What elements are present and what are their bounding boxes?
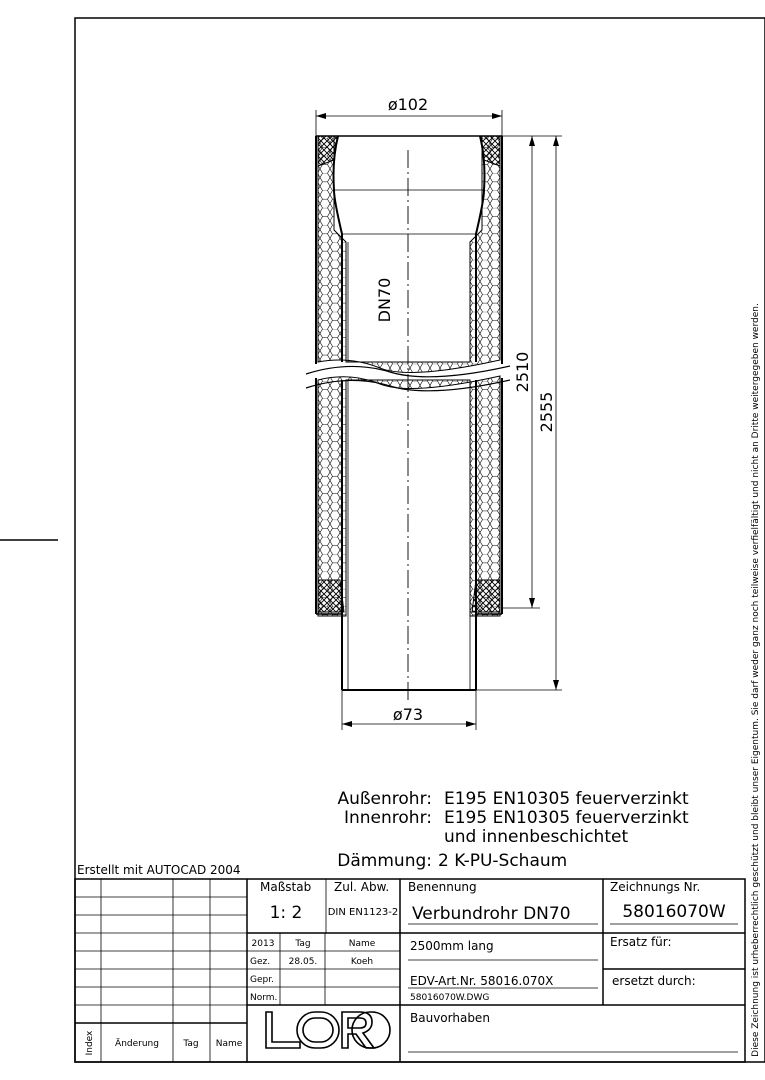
outer-pipe-label: Außenrohr: <box>337 789 432 809</box>
inner-pipe-value: E195 EN10305 feuerverzinkt <box>444 808 689 828</box>
insulation-upper <box>318 136 500 373</box>
outer-pipe-value: E195 EN10305 feuerverzinkt <box>444 789 689 809</box>
length-inner-dim: 2510 <box>513 351 532 393</box>
nominal-size-label: DN70 <box>375 277 394 323</box>
name-label: Benennung <box>408 880 477 894</box>
insulation-lower <box>318 376 500 616</box>
length-total-dim: 2555 <box>537 391 556 433</box>
name-header: Name <box>348 939 376 949</box>
checked-label: Gepr. <box>250 975 274 985</box>
end-cap-bottom-left <box>318 580 344 612</box>
name-value: Verbundrohr DN70 <box>412 904 571 924</box>
drawing-number-label: Zeichnungs Nr. <box>610 880 701 894</box>
loro-logo <box>266 1012 390 1048</box>
insulation-label: Dämmung: <box>337 851 432 871</box>
norm-label: Norm. <box>250 993 278 1003</box>
revision-change-header: Änderung <box>115 1039 159 1049</box>
drawing-number-value: 58016070W <box>622 902 726 922</box>
revision-index-header: Index <box>85 1030 95 1056</box>
replacement-for-label: Ersatz für: <box>610 935 672 949</box>
tolerance-value: DIN EN1123-2 <box>327 907 399 918</box>
tolerance-label: Zul. Abw. <box>334 880 390 894</box>
material-notes <box>337 789 689 871</box>
revision-name-header: Name <box>215 1039 243 1049</box>
inner-pipe-label: Innenrohr: <box>343 808 432 828</box>
year: 2013 <box>251 939 275 949</box>
inner-diameter-dim: ø73 <box>392 705 424 724</box>
copyright-notice: Diese Zeichnung ist urheberrechtlich geschützt und bleibt unser Eigentum. Sie darf weder ganz noch teilweise verfielfältigt und nicht an Dritte weitergegeben werden. <box>751 303 761 1057</box>
insulation-value: 2 K-PU-Schaum <box>438 851 568 871</box>
scale-value: 1: 2 <box>269 903 303 923</box>
scale-label: Maßstab <box>260 880 312 894</box>
drawn-label: Gez. <box>250 957 271 967</box>
revision-day-header: Tag <box>183 1039 199 1049</box>
project-label: Bauvorhaben <box>410 1011 490 1025</box>
drawn-name: Koeh <box>350 957 374 967</box>
day-header: Tag <box>295 939 311 949</box>
replaced-by-label: ersetzt durch: <box>612 974 696 988</box>
length-text: 2500mm lang <box>410 939 494 953</box>
drawn-date: 28.05. <box>288 957 318 967</box>
edv-number: EDV-Art.Nr. 58016.070X <box>410 974 554 988</box>
created-with: Erstellt mit AUTOCAD 2004 <box>77 863 241 877</box>
inner-pipe-value-2: und innenbeschichtet <box>444 827 629 847</box>
pipe-drawing <box>306 95 562 730</box>
outer-diameter-dim: ø102 <box>387 95 429 114</box>
file-name: 58016070W.DWG <box>410 993 490 1003</box>
